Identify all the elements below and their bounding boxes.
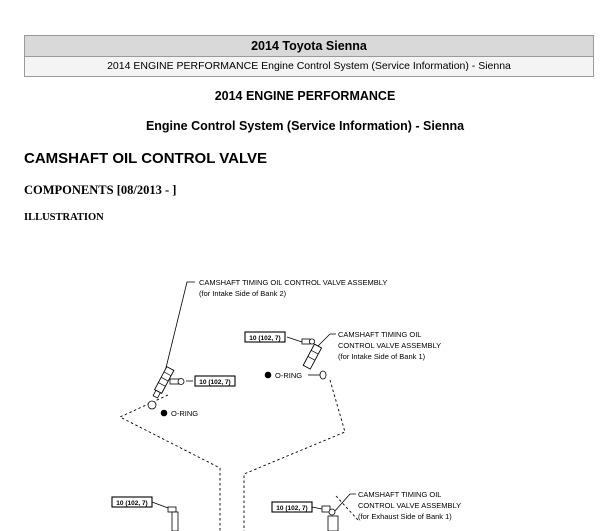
- vehicle-title: 2014 Toyota Sienna: [25, 36, 593, 57]
- oring-part-icon: [148, 401, 156, 409]
- callout-exhaust-bank1-line2: CONTROL VALVE ASSEMBLY: [358, 501, 462, 510]
- doc-heading-2: Engine Control System (Service Information) - Sienna: [145, 119, 465, 133]
- callout-exhaust-bank1-line1: CAMSHAFT TIMING OIL: [358, 490, 442, 499]
- bolt-icon: [302, 339, 315, 344]
- oring-label: O-RING: [275, 371, 303, 380]
- oring-label: O-RING: [171, 409, 199, 418]
- leader-lines: [152, 282, 356, 512]
- callout-intake-bank1-line2: CONTROL VALVE ASSEMBLY: [338, 341, 442, 350]
- callout-exhaust-bank1-line3: (for Exhaust Side of Bank 1): [358, 512, 452, 521]
- callout-intake-bank2-line2: (for Intake Side of Bank 2): [199, 289, 287, 298]
- document-subtitle: 2014 ENGINE PERFORMANCE Engine Control System (Service Information) - Sienna: [107, 60, 511, 72]
- oring-bullet-icon: [161, 410, 168, 417]
- torque-value: 10 (102, 7): [199, 379, 231, 386]
- doc-heading-1: 2014 ENGINE PERFORMANCE: [214, 89, 396, 103]
- torque-value: 10 (102, 7): [116, 500, 148, 507]
- valve-intake-bank1-icon: [303, 344, 321, 369]
- torque-value: 10 (102, 7): [249, 335, 281, 342]
- subsection-title: COMPONENTS [08/2013 - ]: [24, 183, 177, 197]
- callout-intake-bank1-line1: CAMSHAFT TIMING OIL: [338, 330, 422, 339]
- torque-value: 10 (102, 7): [276, 505, 308, 512]
- torque-box: [272, 502, 312, 512]
- callout-intake-bank1-line3: (for Intake Side of Bank 1): [338, 352, 426, 361]
- callout-intake-bank2-line1: CAMSHAFT TIMING OIL CONTROL VALVE ASSEMBLY: [199, 278, 388, 287]
- oring-bullet-icon: [265, 372, 272, 379]
- oring-part-icon: [320, 371, 326, 379]
- illustration-label: ILLUSTRATION: [24, 212, 104, 223]
- bolt-icon: [168, 507, 178, 531]
- bolt-icon: [170, 379, 184, 385]
- torque-box: [195, 376, 235, 386]
- torque-box: [245, 332, 285, 342]
- section-title: CAMSHAFT OIL CONTROL VALVE: [24, 150, 268, 167]
- torque-box: [112, 497, 152, 507]
